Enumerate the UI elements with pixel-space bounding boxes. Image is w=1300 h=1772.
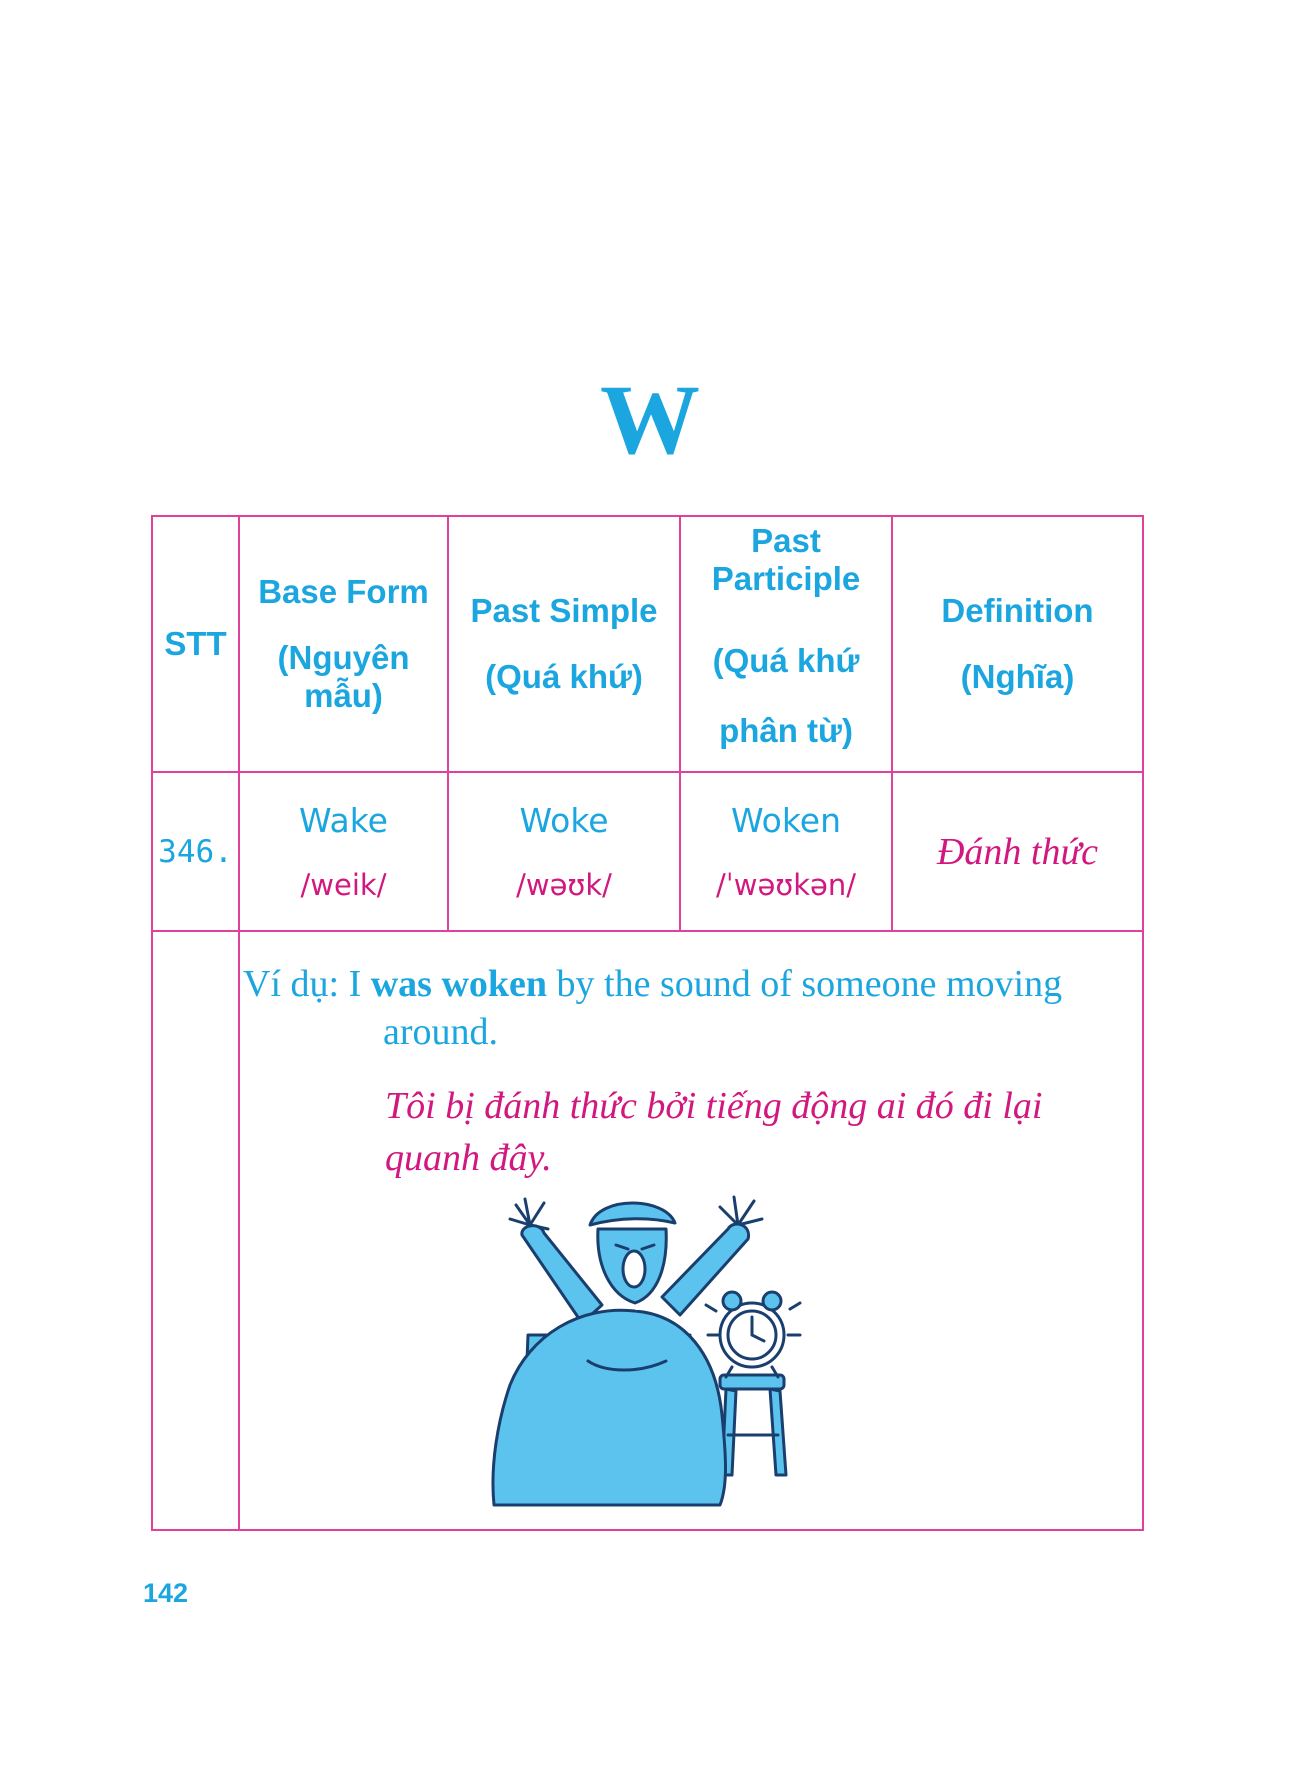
example-before: I [348,963,362,1005]
base-form-ipa: /weik/ [300,867,387,902]
table-border-row [151,930,1144,932]
cell-definition: Đánh thức [936,830,1099,873]
header-past-participle: Past Participle (Quá khứ phân từ) [711,522,861,749]
header-definition: Definition (Nghĩa) [941,592,1094,695]
table-border-bottom [151,1529,1144,1531]
example-label: Ví dụ: [243,963,340,1005]
example-highlight: was woken [370,963,548,1005]
cell-base-form [240,773,447,930]
example-continuation: around. [383,1011,499,1053]
header-stt: STT [164,625,227,662]
past-participle-word: Woken [730,800,842,840]
row-number: 346. [158,833,233,870]
example-after: by the sound of someone moving [556,963,1063,1005]
cell-past-simple [449,773,679,930]
header-past-simple: Past Simple (Quá khứ) [470,592,658,695]
page-number: 142 [143,1578,189,1608]
man-waking-up-with-alarm-clock-illustration [470,1185,830,1515]
base-form-word: Wake [299,800,388,840]
cell-past-participle [681,773,891,930]
past-simple-ipa: /wəʊk/ [516,867,612,902]
past-participle-ipa: /ˈwəʊkən/ [715,867,856,902]
example-sentence [243,960,1143,1056]
header-base-form: Base Form (Nguyên mẫu) [258,573,429,714]
past-simple-word: Woke [519,800,609,840]
section-letter: W [600,364,700,475]
example-translation: Tôi bị đánh thức bởi tiếng động ai đó đi lại quanh đây. [385,1085,1043,1179]
